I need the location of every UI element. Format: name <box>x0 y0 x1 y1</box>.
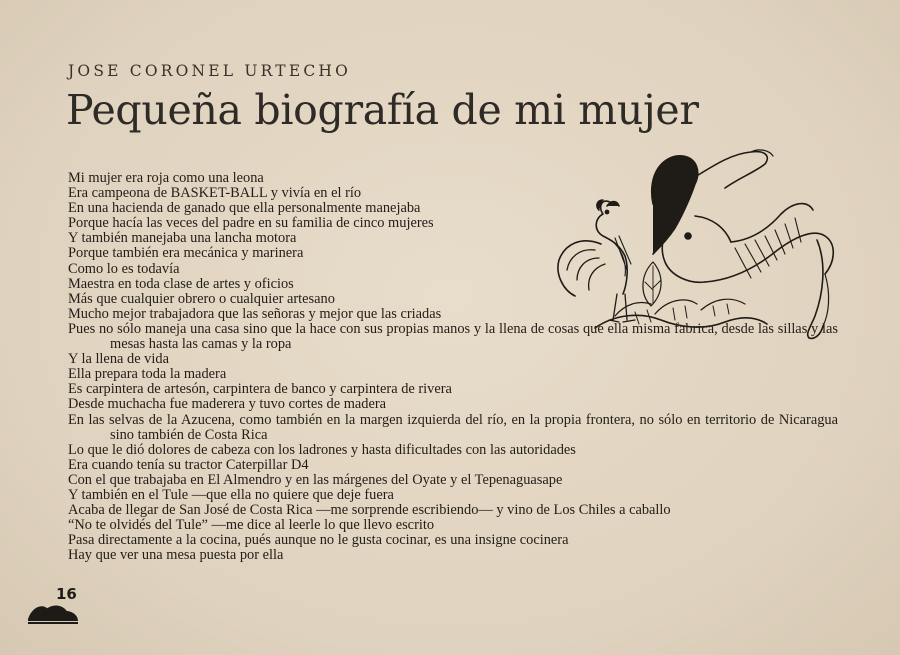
poem-line: Porque también era mecánica y marinera <box>68 245 304 262</box>
poem-line: Con el que trabajaba en El Almendro y en las márgenes del Oyate y el Tepenaguasape <box>68 471 563 488</box>
poem-line: Acaba de llegar de San José de Costa Rica —me sorprende escribiendo— y vino de Los Chiles a caballo <box>68 502 671 519</box>
poem-line: Porque hacía las veces del padre en su familia de cinco mujeres <box>68 215 434 232</box>
poem-line: Maestra en toda clase de artes y oficios <box>68 275 294 292</box>
poem-body <box>68 171 838 563</box>
poem-line: Mi mujer era roja como una leona <box>68 170 264 186</box>
poem-title: Pequeña biografía de mi mujer <box>66 86 699 134</box>
author-name: JOSE CORONEL URTECHO <box>68 62 352 80</box>
poem-line: En una hacienda de ganado que ella personalmente manejaba <box>68 200 421 217</box>
poem-line: Pues no sólo maneja una casa sino que la hace con sus propias manos y la llena de cosas que ella misma fabrica, desde las sillas y las mesas hasta las camas y la ropa <box>68 320 838 353</box>
poem-line: Era campeona de BASKET-BALL y vivía en el río <box>68 185 362 202</box>
poem-line: Y también en el Tule —que ella no quiere que deje fuera <box>68 486 394 503</box>
poem-line: Ella prepara toda la madera <box>68 366 227 383</box>
poem-line: “No te olvidés del Tule” —me dice al leerle lo que llevo escrito <box>68 517 435 534</box>
poem-line: Y también manejaba una lancha motora <box>68 230 297 247</box>
poem-line: Y la llena de vida <box>68 351 169 368</box>
poem-line: Como lo es todavía <box>68 260 180 277</box>
poem-line: Es carpintera de artesón, carpintera de banco y carpintera de rivera <box>68 381 452 398</box>
page-footer <box>26 585 86 627</box>
poem-line: Hay que ver una mesa puesta por ella <box>68 547 284 564</box>
poem-line: En las selvas de la Azucena, como también en la margen izquierda del río, en la propia frontera, no sólo en territorio de Nicaragua sino también de Costa Rica <box>68 411 838 443</box>
poem-line: Más que cualquier obrero o cualquier artesano <box>68 290 335 307</box>
poem-line: Pasa directamente a la cocina, pués aunque no le gusta cocinar, es una insigne cocinera <box>68 532 569 549</box>
poem-line: Era cuando tenía su tractor Caterpillar D4 <box>68 456 309 473</box>
poem-line: Desde muchacha fue maderera y tuvo cortes de madera <box>68 396 387 413</box>
page-number: 16 <box>56 585 77 603</box>
poem-line: Mucho mejor trabajadora que las señoras y mejor que las criadas <box>68 305 442 322</box>
poem-line: Lo que le dió dolores de cabeza con los ladrones y hasta dificultades con las autoridades <box>68 441 576 458</box>
wave-ornament-icon <box>26 599 80 625</box>
